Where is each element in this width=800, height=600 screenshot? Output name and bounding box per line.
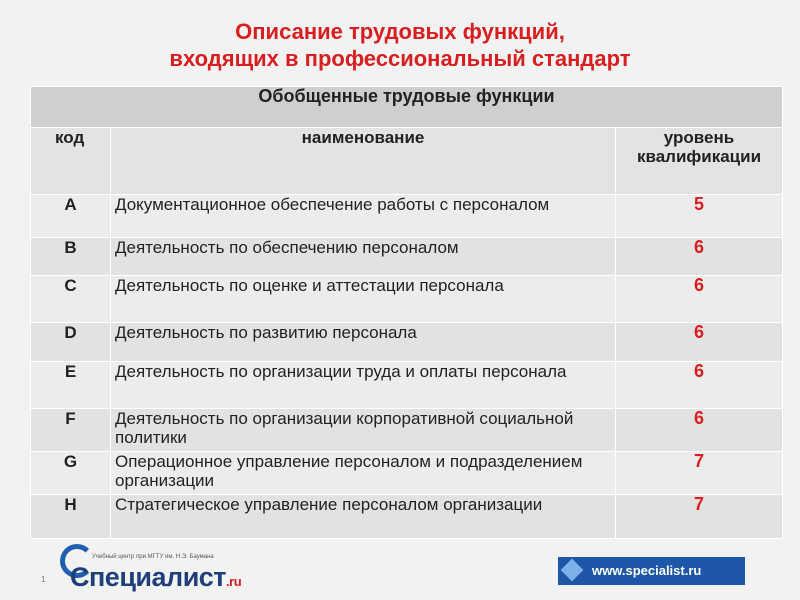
row-name: Операционное управление персоналом и подразделением организации — [111, 452, 616, 495]
row-level: 6 — [616, 323, 783, 362]
column-header-level-line-2: квалификации — [636, 147, 762, 166]
row-level: 6 — [616, 362, 783, 409]
row-name: Деятельность по организации труда и оплаты персонала — [111, 362, 616, 409]
row-name: Деятельность по организации корпоративной социальной политики — [111, 409, 616, 452]
row-code: C — [31, 276, 111, 323]
logo-wordmark — [70, 562, 241, 593]
group-header: Обобщенные трудовые функции — [31, 87, 783, 128]
row-level: 7 — [616, 452, 783, 495]
row-code: G — [31, 452, 111, 495]
logo-suffix: .ru — [226, 574, 242, 589]
row-code: B — [31, 238, 111, 276]
table-row — [31, 323, 783, 362]
slide-title — [0, 18, 800, 72]
row-code: A — [31, 195, 111, 238]
logo-prefix: С — [70, 562, 89, 592]
table-row — [31, 452, 783, 495]
logo-caption: Учебный центр при МГТУ им. Н.Э. Баумана — [92, 554, 214, 560]
row-name: Деятельность по развитию персонала — [111, 323, 616, 362]
row-level: 5 — [616, 195, 783, 238]
table-row — [31, 362, 783, 409]
column-header-name: наименование — [111, 128, 616, 195]
table-row — [31, 238, 783, 276]
diamond-icon — [561, 559, 584, 582]
row-code: F — [31, 409, 111, 452]
row-name: Деятельность по оценке и аттестации персонала — [111, 276, 616, 323]
table-row — [31, 195, 783, 238]
row-code: D — [31, 323, 111, 362]
title-line-2: входящих в профессиональный стандарт — [169, 46, 631, 71]
table-row — [31, 495, 783, 539]
row-level: 7 — [616, 495, 783, 539]
column-header-level — [616, 128, 783, 195]
labor-functions-table — [30, 86, 783, 539]
specialist-logo[interactable] — [40, 540, 280, 590]
row-name: Документационное обеспечение работы с персоналом — [111, 195, 616, 238]
table-column-header-row — [31, 128, 783, 195]
row-level: 6 — [616, 276, 783, 323]
table-row — [31, 409, 783, 452]
title-line-1: Описание трудовых функций, — [235, 19, 565, 44]
row-level: 6 — [616, 409, 783, 452]
column-header-level-line-1: уровень — [663, 128, 735, 147]
row-code: E — [31, 362, 111, 409]
page-number: 1 — [41, 575, 46, 584]
table-group-header-row — [31, 87, 783, 128]
table-row — [31, 276, 783, 323]
row-level: 6 — [616, 238, 783, 276]
logo-main: пециалист — [89, 562, 227, 592]
website-link[interactable] — [558, 557, 745, 585]
row-code: H — [31, 495, 111, 539]
website-link-text: www.specialist.ru — [592, 563, 702, 578]
row-name: Стратегическое управление персоналом организации — [111, 495, 616, 539]
column-header-code: код — [31, 128, 111, 195]
row-name: Деятельность по обеспечению персоналом — [111, 238, 616, 276]
